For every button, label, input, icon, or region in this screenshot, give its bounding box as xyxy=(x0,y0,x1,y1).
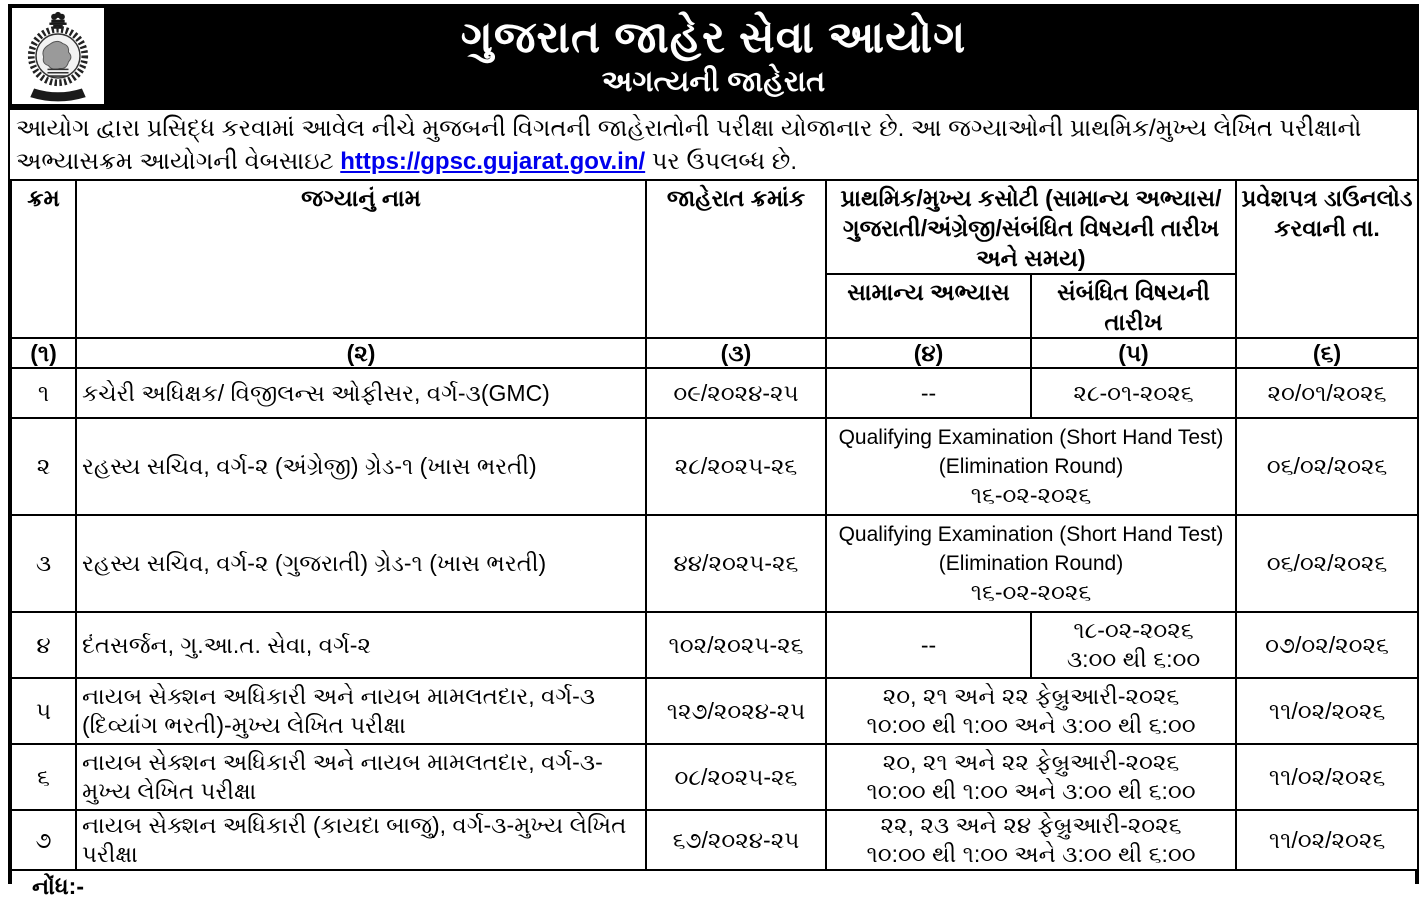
col-number: (૪) xyxy=(826,338,1031,368)
exam-schedule-table xyxy=(10,179,1419,871)
gpsc-logo xyxy=(12,8,104,104)
exam-details xyxy=(826,744,1236,810)
exam-time-line: ૧૦:૦૦ થી ૧:૦૦ અને ૩:૦૦ થી ૬:૦૦ xyxy=(866,712,1196,738)
admit-card-date: ૧૧/૦૨/૨૦૨૬ xyxy=(1236,744,1418,810)
exam-date-line: ૨૦, ૨૧ અને ૨૨ ફેબ્રુઆરી-૨૦૨૬ xyxy=(882,683,1180,709)
exam-line: (Elimination Round) xyxy=(938,455,1124,478)
admit-card-date: ૦૭/૦૨/૨૦૨૬ xyxy=(1236,612,1418,678)
advertisement-number: ૬૭/૨૦૨૪-૨૫ xyxy=(646,810,826,870)
table-row xyxy=(11,418,1418,515)
exam-date-line: ૨૨, ૨૩ અને ૨૪ ફેબ્રુઆરી-૨૦૨૬ xyxy=(880,812,1182,838)
general-studies-date: -- xyxy=(826,612,1031,678)
admit-card-date: ૦૬/૦૨/૨૦૨૬ xyxy=(1236,418,1418,515)
header-titles xyxy=(8,4,1419,108)
note-section-partial: નોંધ:- xyxy=(10,871,1417,884)
admit-card-date: ૨૦/૦૧/૨૦૨૬ xyxy=(1236,368,1418,418)
header-post-name: જગ્યાનું નામ xyxy=(76,180,646,338)
header-advertisement-number: જાહેરાત ક્રમાંક xyxy=(646,180,826,338)
row-serial: ૭ xyxy=(11,810,76,870)
post-name: દંતસર્જન, ગુ.આ.ત. સેવા, વર્ગ-૨ xyxy=(76,612,646,678)
gpsc-emblem-icon xyxy=(15,10,101,102)
admit-card-date: ૧૧/૦૨/૨૦૨૬ xyxy=(1236,810,1418,870)
exam-line: (Elimination Round) xyxy=(938,552,1124,575)
advertisement-number: ૨૮/૨૦૨૫-૨૬ xyxy=(646,418,826,515)
header-general-studies: સામાન્ય અભ્યાસ xyxy=(826,274,1031,338)
general-studies-date: -- xyxy=(826,368,1031,418)
admit-card-date: ૦૬/૦૨/૨૦૨૬ xyxy=(1236,515,1418,612)
exam-details xyxy=(826,678,1236,744)
intro-text-before: આયોગ દ્વારા પ્રસિદ્ધ કરવામાં આવેલ નીચે મુજબની વિગતની જાહેરાતોની પરીક્ષા યોજાનાર છે. આ જગ્યાઓની પ્રાથમિક/મુખ્ય લેખિત પરીક્ષાનો અભ્યાસક્રમ આયોગની વેબસાઇટ xyxy=(16,115,1362,175)
table-row xyxy=(11,368,1418,418)
intro-paragraph xyxy=(10,110,1417,179)
document-body xyxy=(8,108,1419,899)
advertisement-number: ૦૮/૨૦૨૫-૨૬ xyxy=(646,744,826,810)
page-subtitle: અગત્યની જાહેરાત xyxy=(601,66,826,98)
advertisement-number: ૧૦૨/૨૦૨૫-૨૬ xyxy=(646,612,826,678)
exam-details xyxy=(826,810,1236,870)
exam-time-line: ૧૦:૦૦ થી ૧:૦૦ અને ૩:૦૦ થી ૬:૦૦ xyxy=(866,841,1196,867)
col-number: (૧) xyxy=(11,338,76,368)
col-number: (૬) xyxy=(1236,338,1418,368)
subject-time-line: ૩:૦૦ થી ૬:૦૦ xyxy=(1066,646,1201,672)
row-serial: ૫ xyxy=(11,678,76,744)
table-header-row xyxy=(11,180,1418,274)
advertisement-number: ૦૯/૨૦૨૪-૨૫ xyxy=(646,368,826,418)
col-number: (૨) xyxy=(76,338,646,368)
post-name: નાયબ સેક્શન અધિકારી અને નાયબ મામલતદાર, વર્ગ-૩ (દિવ્યાંગ ભરતી)-મુખ્ય લેખિત પરીક્ષા xyxy=(76,678,646,744)
header-bar xyxy=(8,4,1419,108)
header-serial: ક્રમ xyxy=(11,180,76,338)
table-row xyxy=(11,515,1418,612)
table-row xyxy=(11,612,1418,678)
gpsc-website-link[interactable]: https://gpsc.gujarat.gov.in/ xyxy=(340,148,646,175)
admit-card-date: ૧૧/૦૨/૨૦૨૬ xyxy=(1236,678,1418,744)
table-row xyxy=(11,810,1418,870)
col-number: (૫) xyxy=(1031,338,1236,368)
advertisement-number: ૪૪/૨૦૨૫-૨૬ xyxy=(646,515,826,612)
exam-date-line: ૨૦, ૨૧ અને ૨૨ ફેબ્રુઆરી-૨૦૨૬ xyxy=(882,749,1180,775)
column-number-row xyxy=(11,338,1418,368)
exam-details xyxy=(826,515,1236,612)
exam-time-line: ૧૦:૦૦ થી ૧:૦૦ અને ૩:૦૦ થી ૬:૦૦ xyxy=(866,778,1196,804)
post-name: નાયબ સેક્શન અધિકારી (કાયદા બાજુ), વર્ગ-૩-મુખ્ય લેખિત પરીક્ષા xyxy=(76,810,646,870)
post-name: રહસ્ય સચિવ, વર્ગ-૨ (ગુજરાતી) ગ્રેડ-૧ (ખાસ ભરતી) xyxy=(76,515,646,612)
header-admit-card: પ્રવેશપત્ર ડાઉનલોડ કરવાની તા. xyxy=(1236,180,1418,338)
table-row xyxy=(11,678,1418,744)
exam-line: Qualifying Examination (Short Hand Test) xyxy=(838,426,1224,449)
post-name: રહસ્ય સચિવ, વર્ગ-૨ (અંગ્રેજી) ગ્રેડ-૧ (ખાસ ભરતી) xyxy=(76,418,646,515)
exam-line: Qualifying Examination (Short Hand Test) xyxy=(838,523,1224,546)
col-number: (૩) xyxy=(646,338,826,368)
subject-date xyxy=(1031,612,1236,678)
row-serial: ૧ xyxy=(11,368,76,418)
row-serial: ૬ xyxy=(11,744,76,810)
header-subject-date: સંબંધિત વિષયની તારીખ xyxy=(1031,274,1236,338)
exam-line: ૧૬-૦૨-૨૦૨૬ xyxy=(970,482,1092,508)
post-name: નાયબ સેક્શન અધિકારી અને નાયબ મામલતદાર, વર્ગ-૩-મુખ્ય લેખિત પરીક્ષા xyxy=(76,744,646,810)
row-serial: ૪ xyxy=(11,612,76,678)
motto-banner xyxy=(30,88,85,101)
subject-date: ૨૮-૦૧-૨૦૨૬ xyxy=(1031,368,1236,418)
table-row xyxy=(11,744,1418,810)
advertisement-number: ૧૨૭/૨૦૨૪-૨૫ xyxy=(646,678,826,744)
exam-details xyxy=(826,418,1236,515)
post-name: કચેરી અધિક્ષક/ વિજીલન્સ ઓફીસર, વર્ગ-૩(GMC) xyxy=(76,368,646,418)
row-serial: ૨ xyxy=(11,418,76,515)
page-title: ગુજરાત જાહેર સેવા આયોગ xyxy=(460,13,967,62)
subject-date-line: ૧૮-૦૨-૨૦૨૬ xyxy=(1073,617,1194,643)
exam-line: ૧૬-૦૨-૨૦૨૬ xyxy=(970,579,1092,605)
header-exam-group: પ્રાથમિક/મુખ્ય કસોટી (સામાન્ય અભ્યાસ/ ગુજરાતી/અંગ્રેજી/સંબંધિત વિષયની તારીખ અને સમય) xyxy=(826,180,1236,274)
row-serial: ૩ xyxy=(11,515,76,612)
intro-text-after: પર ઉપલબ્ધ છે. xyxy=(645,148,798,175)
